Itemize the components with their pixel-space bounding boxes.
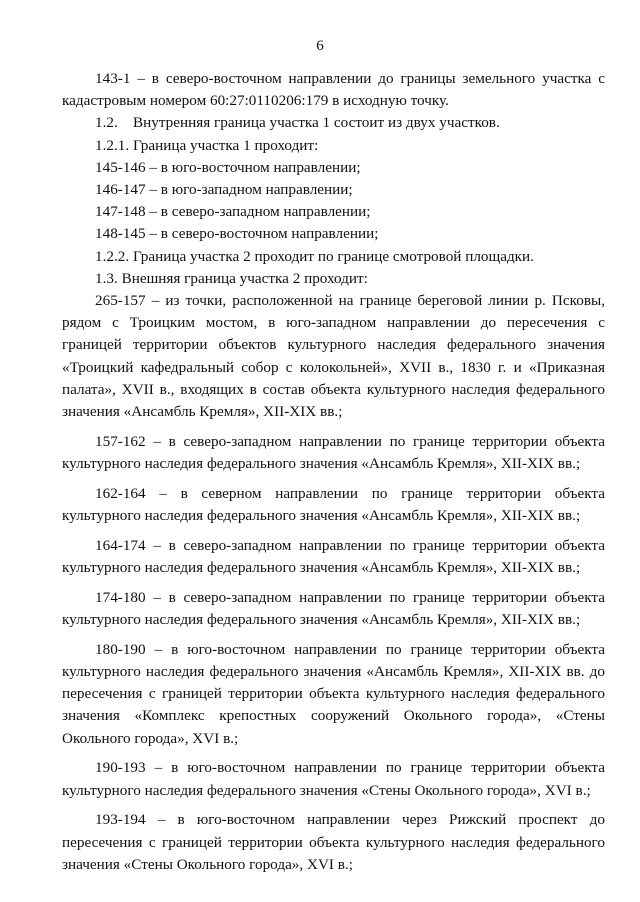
paragraph-1-3: 1.3. Внешняя граница участка 2 проходит: — [95, 269, 368, 287]
list-item-145-146: 145-146 – в юго-восточном направлении; — [95, 158, 361, 176]
paragraph-164-174: 164-174 – в северо-западном направлении по границе территории объекта культурного наследия федерального значения «Ансамбль Кремля», XII-XIX вв.; — [62, 536, 605, 577]
paragraph-174-180: 174-180 – в северо-западном направлении по границе территории объекта культурного наследия федерального значения «Ансамбль Кремля», XII-XIX вв.; — [62, 588, 605, 629]
paragraph-157-162: 157-162 – в северо-западном направлении по границе территории объекта культурного наследия федерального значения «Ансамбль Кремля», XII-XIX вв.; — [62, 432, 605, 473]
paragraph-180-190: 180-190 – в юго-восточном направлении по границе территории объекта культурного наследия федерального значения «Ансамбль Кремля», XII-XIX вв. до пересечения с границей территории объекта культурного наследия федерального значения «Комплекс крепостных сооружений Окольного города», «Стены Окольного города», XVI в.; — [62, 640, 605, 747]
paragraph-162-164: 162-164 – в северном направлении по границе территории объекта культурного наследия федерального значения «Ансамбль Кремля», XII-XIX вв.; — [62, 484, 605, 525]
list-item-148-145: 148-145 – в северо-восточном направлении; — [95, 225, 379, 243]
list-item-146-147: 146-147 – в юго-западном направлении; — [95, 181, 353, 199]
paragraph-190-193: 190-193 – в юго-восточном направлении по границе территории объекта культурного наследия федерального значения «Стены Окольного города», XVI в.; — [62, 759, 605, 799]
paragraph-1-2: 1.2. Внутренняя граница участка 1 состоит из двух участков. — [95, 114, 500, 132]
paragraph-1-2-2: 1.2.2. Граница участка 2 проходит по границе смотровой площадки. — [95, 247, 534, 265]
paragraph-143-1: 143-1 – в северо-восточном направлении до границы земельного участка с кадастровым номером 60:27:0110206:179 в исходную точку. — [62, 70, 605, 110]
paragraph-1-2-1: 1.2.1. Граница участка 1 проходит: — [95, 136, 319, 154]
paragraph-265-157: 265-157 – из точки, расположенной на границе береговой линии р. Псковы, рядом с Троицким мостом, в юго-западном направлении до пересечения с границей территории объектов культурного наследия федерального значения «Троицкий кафедральный собор с колокольней», XVII в., 1830 г. и «Приказная палата», XVII в., входящих в состав объекта культурного наследия федерального значения «Ансамбль Кремля», XII-XIX вв.; — [62, 292, 605, 421]
paragraph-193-194: 193-194 – в юго-восточном направлении через Рижский проспект до пересечения с границей территории объекта культурного наследия федерального значения «Стены Окольного города», XVI в.; — [62, 811, 605, 873]
page-number: 6 — [316, 38, 324, 54]
document-body — [62, 68, 605, 876]
list-item-147-148: 147-148 – в северо-западном направлении; — [95, 203, 371, 221]
